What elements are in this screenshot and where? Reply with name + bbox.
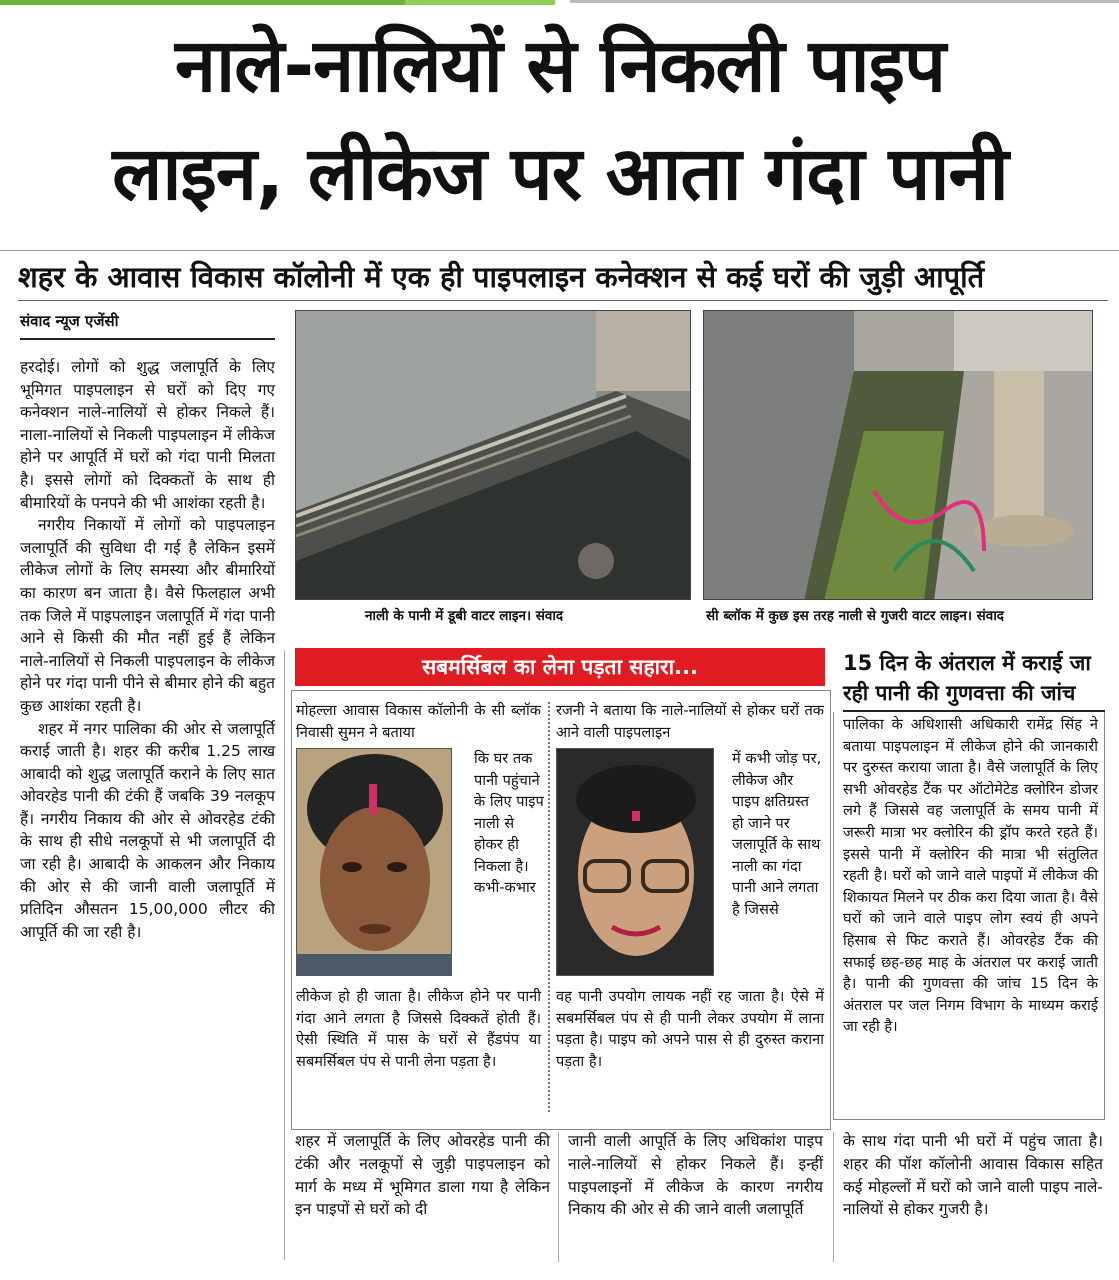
article-paragraph: शहर में नगर पालिका की ओर से जलापूर्ति कराई जाती है। शहर की करीब 1.25 लाख आबादी को शुद्ध जलापूर्ति कराने के लिए सात ओवरहेड पानी की टंकी हैं जबकि 39 नलकूप हैं। नगरीय निकाय की ओर से ओवरहेड टंकी के साथ ही सीधे नलकूपों से भी जलापूर्ति दी जा रही है। आबादी के आकलन और निकाय की ओर से की जानी वाली जलापूर्ति में प्रतिदिन औसतन 15,00,000 लीटर की आपूर्ति की जा रही है।: [20, 719, 275, 941]
bottom-column-3: के साथ गंदा पानी भी घरों में पहुंच जाता है। शहर की पॉश कॉलोनी आवास विकास सहित कई मोहल्लों में घरों को जाने वाली पाइप नाले-नालियों से होकर गुजरी है।: [843, 1132, 1103, 1219]
photo-drain-water-line: [295, 310, 691, 600]
headline-line-1: नाले-नालियों से निकली पाइप: [174, 23, 946, 109]
bottom-column-1: शहर में जलापूर्ति के लिए ओवरहेड पानी की टंकी और नलकूपों से जुड़ी पाइपलाइन को मार्ग के मध्य में भूमिगत डाला गया है लेकिन इन पाइपों से घरों को दी: [295, 1132, 550, 1219]
subheadline-divider: [18, 300, 1108, 301]
photo-caption-1: नाली के पानी में डूबी वाटर लाइन। संवाद: [365, 608, 564, 624]
quote-rajni-intro: रजनी ने बताया कि नाले-नालियों से होकर घरों तक आने वाली पाइपलाइन: [556, 702, 824, 741]
byline-rule: [20, 338, 275, 340]
quality-check-title: 15 दिन के अंतराल में कराई जा रही पानी की गुणवत्ता की जांच: [843, 651, 1091, 705]
column-rule: [284, 650, 285, 1260]
main-article-column: [20, 356, 275, 943]
quotes-divider: [548, 702, 550, 1112]
portrait-rajni: [556, 748, 714, 976]
quote-rajni-wrap: में कभी जोड़ पर, लीकेज और पाइप क्षतिग्रस्त हो जाने पर जलापूर्ति के साथ नाली का गंदा पानी आने लगता है जिससे: [732, 750, 822, 918]
article-paragraph: नगरीय निकायों में लोगों को पाइपलाइन जलापूर्ति की सुविधा दी गई है लेकिन इसमें लीकेज लोगों के लिए समस्या और बीमारियों का कारण बन जाता है। वैसे फिलहाल अभी तक जिले में पाइपलाइन जलापूर्ति में गंदा पानी आने से किसी की मौत नहीं हुई हैं लेकिन नाले-नालियों से निकली पाइपलाइन के लीकेज होने पर गंदा पानी पीने से बीमार होने की बहुत कुछ आशंका रहती है।: [20, 516, 275, 715]
quote-rajni-continued: वह पानी उपयोग लायक नहीं रह जाता है। ऐसे में सबमर्सिबल पंप से ही पानी लेकर उपयोग में लाना पड़ता है। पाइप को अपने पास से ही दुरुस्त कराना पड़ता है।: [556, 988, 824, 1070]
quote-suman-continued: लीकेज हो ही जाता है। लीकेज होने पर पानी गंदा आने लगता है जिससे दिक्कतें होती हैं। ऐसी स्थिति में पास के घरों से हैंडपंप या सबमर्सिबल पंप से पानी लेना पड़ता है।: [296, 988, 541, 1070]
bottom-column-2: जानी वाली आपूर्ति के लिए अधिकांश पाइप नाले-नालियों से होकर निकले हैं। इन्हीं पाइपलाइनों में लीकेज के कारण नगरीय निकाय की ओर से की जाने वाली जलापूर्ति: [568, 1132, 823, 1219]
photo-caption-2: सी ब्लॉक में कुछ इस तरह नाली से गुजरी वाटर लाइन। संवाद: [706, 608, 1004, 624]
article-paragraph: हरदोई। लोगों को शुद्ध जलापूर्ति के लिए भूमिगत पाइपलाइन से घरों को दिए गए कनेक्शन नाले-नालियों से होकर निकले हैं। नाला-नालियों से निकली पाइपलाइन में लीकेज होने पर आपूर्ति में घरों को गंदा पानी मिलता है। इससे लोगों को दिक्कतों के साथ ही बीमारियों के पनपने की भी आशंका रहती है।: [20, 358, 275, 512]
section-banner: सबमर्सिबल का लेना पड़ता सहारा...: [295, 648, 825, 686]
portrait-suman: [296, 748, 452, 976]
quote-suman-wrap: कि घर तक पानी पहुंचाने के लिए पाइप नाली से होकर ही निकला है। कभी-कभार: [474, 750, 544, 896]
quote-suman-intro: मोहल्ला आवास विकास कॉलोनी के सी ब्लॉक निवासी सुमन ने बताया: [296, 702, 541, 741]
top-color-bar: [0, 0, 1119, 5]
column-rule: [558, 1132, 559, 1262]
quality-check-text: पालिका के अधिशासी अधिकारी रामेंद्र सिंह ने बताया पाइपलाइन में लीकेज होने की जानकारी पर दुरुस्त कराया जाता है। वैसे जलापूर्ति के लिए सभी ओवरहेड टैंक पर ऑटोमेटेड क्लोरिन डोजर लगे हैं जिससे वह जलापूर्ति के समय पानी में जरूरी मात्रा भर क्लोरिन की ड्रॉप करते रहते हैं। इससे पानी में क्लोरिन की मात्रा भी संतुलित रहती है। घरों को जाने वाले पाइपों में लीकेज की शिकायत मिलने पर ठीक करा दिया जाता है। वैसे घरों को जाने वाले पाइप लोग स्वयं ही अपने हिसाब से फिट कराते हैं। ओवरहेड टैंक की सफाई छह-छह माह के अंतराल पर कराई जाती है। पानी की गुणवत्ता की जांच 15 दिन के अंतराल पर जल निगम विभाग के माध्यम कराई जा रही है।: [843, 716, 1098, 1036]
headline-divider: [0, 250, 1119, 251]
headline-line-2: लाइन, लीकेज पर आता गंदा पानी: [112, 131, 1008, 217]
byline: संवाद न्यूज एजेंसी: [20, 312, 119, 330]
column-rule: [833, 1132, 834, 1262]
subheadline: शहर के आवास विकास कॉलोनी में एक ही पाइपलाइन कनेक्शन से कई घरों की जुड़ी आपूर्ति: [18, 260, 985, 294]
photo-c-block-water-line: [703, 310, 1093, 600]
